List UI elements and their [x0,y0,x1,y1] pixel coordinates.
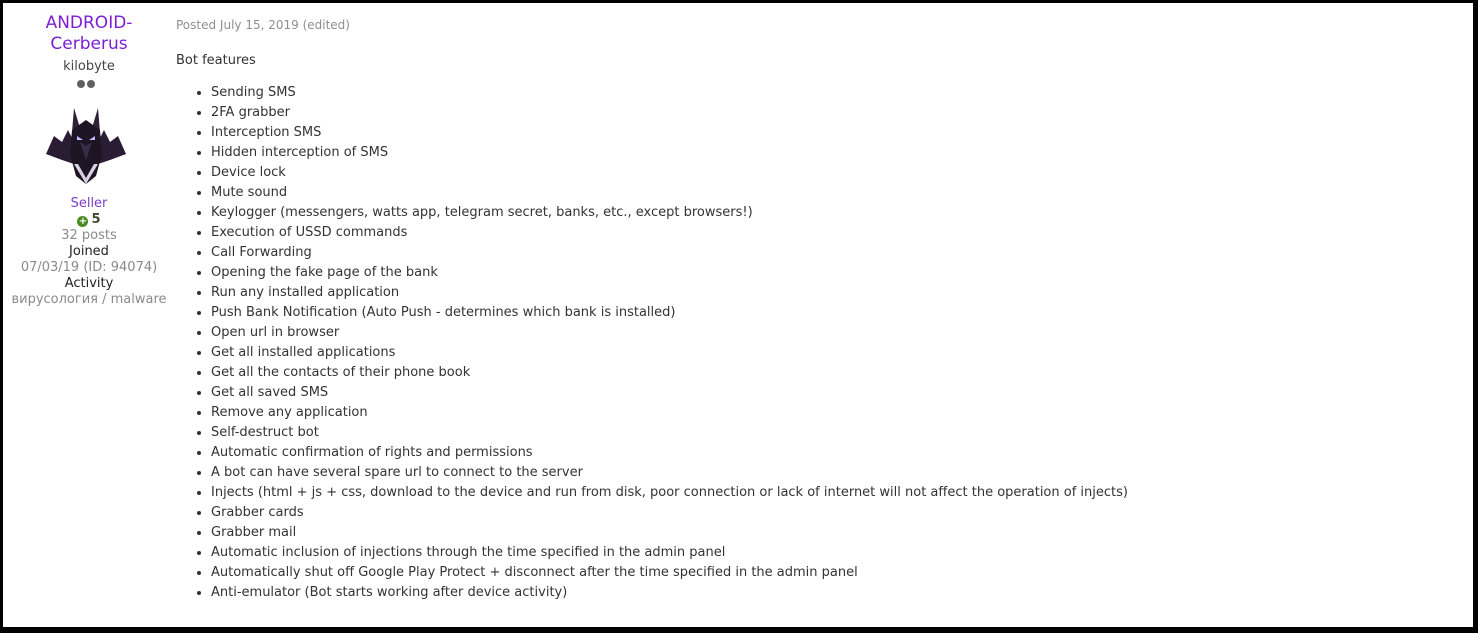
joined-value: 07/03/19 (ID: 94074) [20,260,158,275]
post-container [3,3,1473,627]
feature-list [176,83,1128,603]
feature-list-item: • Open url in browser [211,323,1128,343]
wolf-avatar-icon [44,102,128,186]
feature-list-item: • Get all the contacts of their phone book [211,363,1128,383]
feature-list-item: • Run any installed application [211,283,1128,303]
joined-label: Joined [69,244,109,259]
feature-list-item: • Get all installed applications [211,343,1128,363]
rank-pip-icon [87,80,95,88]
feature-list-item: • Automatic inclusion of injections through the time specified in the admin panel [211,543,1128,563]
feature-list-item: • Hidden interception of SMS [211,143,1128,163]
feature-list-item: • Get all saved SMS [211,383,1128,403]
feature-list-item: • Injects (html + js + css, download to the device and run from disk, poor connection or lack of internet will not affect the operation of injects) [211,483,1128,503]
author-rank: kilobyte [63,59,115,74]
feature-list-item: • 2FA grabber [211,103,1128,123]
username-part-1: ANDROID- Cerberus [45,13,133,54]
rank-pip-icon [77,80,85,88]
feature-list-item: • Execution of USSD commands [211,223,1128,243]
reputation-value: 5 [91,212,101,227]
feature-list-item: • Call Forwarding [211,243,1128,263]
activity-value[interactable]: вирусология / malware [11,292,167,307]
feature-list-item: • Mute sound [211,183,1128,203]
feature-list-item: • A bot can have several spare url to connect to the server [211,463,1128,483]
author-group: Seller [70,196,108,211]
feature-list-item: • Remove any application [211,403,1128,423]
author-username[interactable] [3,13,175,55]
post-count[interactable]: 32 posts [61,228,117,243]
reputation [3,212,175,228]
activity-label: Activity [64,276,114,291]
feature-list-item: • Device lock [211,163,1128,183]
feature-list-item: • Automatic confirmation of rights and permissions [211,443,1128,463]
avatar[interactable] [44,102,128,186]
feature-list-item: • Keylogger (messengers, watts app, telegram secret, banks, etc., except browsers!) [211,203,1128,223]
feature-list-item: • Self-destruct bot [211,423,1128,443]
post-intro: Bot features [176,53,256,68]
feature-list-item: • Automatically shut off Google Play Protect + disconnect after the time specified in the admin panel [211,563,1128,583]
feature-list-item: • Push Bank Notification (Auto Push - determines which bank is installed) [211,303,1128,323]
rank-pips [77,80,97,88]
plus-circle-icon: + [78,216,88,227]
feature-list-item: • Interception SMS [211,123,1128,143]
feature-list-item: • Anti-emulator (Bot starts working after device activity) [211,583,1128,603]
feature-list-item: • Grabber mail [211,523,1128,543]
feature-list-item: • Sending SMS [211,83,1128,103]
post-date[interactable]: Posted July 15, 2019 (edited) [176,18,350,32]
feature-list-item: • Opening the fake page of the bank [211,263,1128,283]
feature-list-item: • Grabber cards [211,503,1128,523]
